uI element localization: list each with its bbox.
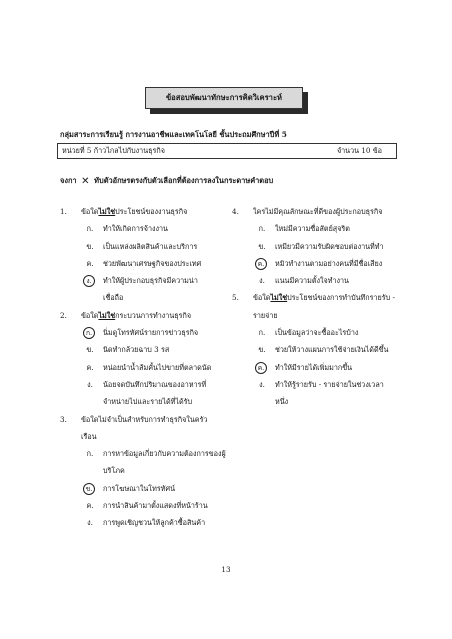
- option-label: ข.: [258, 345, 266, 355]
- question-3: [60, 411, 235, 446]
- option-label: ค.: [86, 258, 94, 268]
- option-2d[interactable]: [60, 376, 235, 411]
- question-number: 3.: [60, 414, 67, 424]
- option-text: การพูดเชิญชวนให้ลูกค้าซื้อสินค้า: [103, 518, 206, 528]
- option-label: ข.: [86, 345, 94, 355]
- option-4b[interactable]: [232, 238, 407, 255]
- question-4: [232, 203, 407, 220]
- option-text: การหาข้อมูลเกี่ยวกับความต้องการของผู้บริโภค: [103, 449, 226, 476]
- question-text: ข้อใดไม่ใช่กระบวนการทำงานธุรกิจ: [81, 310, 192, 320]
- option-text: เป็นแหล่งผลิตสินค้าและบริการ: [103, 241, 198, 251]
- option-text: หน่อยนำน้ำส้มคั้นไปขายที่ตลาดนัด: [103, 362, 212, 372]
- circled-answer-label: ง.: [83, 275, 95, 287]
- page-number: 13: [221, 565, 231, 574]
- item-count: จำนวน 10 ข้อ: [336, 146, 382, 155]
- option-3a[interactable]: [60, 445, 235, 480]
- instruction: [60, 175, 273, 187]
- question-text: ใครไม่มีคุณลักษณะที่ดีของผู้ประกอบธุรกิจ: [253, 207, 383, 216]
- question-text: ข้อใดไม่จำเป็นสำหรับการทำธุรกิจในครัวเรือน: [81, 414, 208, 441]
- option-text: นิ่มดูโทรทัศน์รายการข่าวธุรกิจ: [103, 328, 199, 338]
- question-text: ข้อใดไม่ใช่ประโยชน์ของการทำบันทึกรายรับ - รายจ่าย: [253, 293, 395, 320]
- option-label: ง.: [259, 276, 265, 286]
- option-5d[interactable]: [232, 376, 407, 411]
- option-text: ช่วยให้วางแผนการใช้จ่ายเงินได้ดีขึ้น: [275, 345, 389, 355]
- option-1a[interactable]: [60, 220, 235, 237]
- question-column-left: [60, 203, 235, 532]
- option-label: ก.: [86, 449, 94, 459]
- question-number: 5.: [232, 293, 239, 303]
- option-1b[interactable]: [60, 238, 235, 255]
- option-label: ก.: [258, 224, 266, 234]
- option-text: ช่วยพัฒนาเศรษฐกิจของประเทศ: [103, 258, 202, 268]
- question-number: 4.: [232, 207, 239, 216]
- option-3c[interactable]: [60, 497, 235, 514]
- option-label: ค.: [86, 501, 94, 511]
- instruction-text: ทับตัวอักษรตรงกับตัวเลือกที่ต้องการลงในกระดาษคำตอบ: [94, 176, 274, 185]
- question-number: 2.: [60, 310, 67, 320]
- question-number: 1.: [60, 207, 67, 216]
- option-label: ก.: [86, 224, 94, 234]
- question-text: ข้อใดไม่ใช่ประโยชน์ของงานธุรกิจ: [81, 207, 188, 216]
- option-text: การโฆษณาในโทรทัศน์: [103, 483, 175, 493]
- option-text: ทำให้เกิดการจ้างงาน: [103, 224, 168, 234]
- circled-answer-label: ค.: [255, 258, 267, 270]
- option-text: การนำสินค้ามาตั้งแสดงที่หน้าร้าน: [103, 501, 208, 511]
- option-label: ง.: [259, 379, 265, 389]
- option-4a[interactable]: [232, 220, 407, 237]
- circled-answer-label: ก.: [83, 327, 95, 339]
- option-label: ค.: [86, 362, 94, 372]
- circled-answer-label: ค.: [255, 362, 267, 374]
- circled-answer-label: ข.: [83, 483, 95, 495]
- option-2c[interactable]: [60, 359, 235, 376]
- option-3b[interactable]: [60, 480, 235, 497]
- option-text: ทำให้รู้รายรับ - รายจ่ายในช่วงเวลาหนึ่ง: [275, 379, 384, 407]
- option-label: ข.: [258, 241, 266, 251]
- option-5b[interactable]: [232, 341, 407, 358]
- option-5c[interactable]: [232, 359, 407, 376]
- question-2: [60, 307, 235, 324]
- question-5: [232, 289, 407, 324]
- option-text: ทำให้ผู้ประกอบธุรกิจมีความน่าเชื่อถือ: [103, 276, 198, 303]
- page-title: ข้อสอบพัฒนาทักษะการคิดวิเคราะห์: [145, 87, 303, 109]
- title-box: [145, 87, 307, 113]
- option-text: นิดทำกล้วยฉาบ 3 รส: [103, 345, 170, 355]
- option-text: หมิวทำงานตามอย่างคนที่มีชื่อเสียง: [275, 258, 383, 268]
- question-column-right: [232, 203, 407, 411]
- option-3d[interactable]: [60, 514, 235, 531]
- cross-icon: ✕: [81, 176, 90, 187]
- unit-label: หน่วยที่ 5 ก้าวไกลไปกับงานธุรกิจ: [62, 146, 165, 155]
- option-label: ง.: [87, 379, 93, 389]
- option-label: ข.: [86, 241, 94, 251]
- option-text: น้อยจดบันทึกปริมาณของอาหารที่จำหน่ายไปและรายได้ที่ได้รับ: [103, 379, 207, 407]
- option-2a[interactable]: [60, 324, 235, 341]
- option-label: ก.: [258, 328, 266, 338]
- option-text: ใหม่มีความซื่อสัตย์สุจริต: [275, 224, 350, 234]
- option-4c[interactable]: [232, 255, 407, 272]
- option-1c[interactable]: [60, 255, 235, 272]
- question-1: [60, 203, 235, 220]
- option-text: เหมียวมีความรับผิดชอบต่องานที่ทำ: [275, 241, 384, 251]
- option-4d[interactable]: [232, 272, 407, 289]
- unit-box: [57, 143, 397, 159]
- subject-line: กลุ่มสาระการเรียนรู้ การงานอาชีพและเทคโนโลยี ชั้นประถมศึกษาปีที่ 5: [60, 130, 287, 139]
- option-2b[interactable]: [60, 341, 235, 358]
- option-1d[interactable]: [60, 272, 235, 307]
- option-text: แนนมีความตั้งใจทำงาน: [275, 276, 349, 286]
- option-text: ทำให้มีรายได้เพิ่มมากขึ้น: [275, 362, 353, 372]
- option-text: เป็นข้อมูลว่าจะซื้ออะไรบ้าง: [275, 328, 359, 338]
- option-label: ง.: [87, 518, 93, 528]
- instruction-lead: จงกา: [60, 176, 77, 185]
- option-5a[interactable]: [232, 324, 407, 341]
